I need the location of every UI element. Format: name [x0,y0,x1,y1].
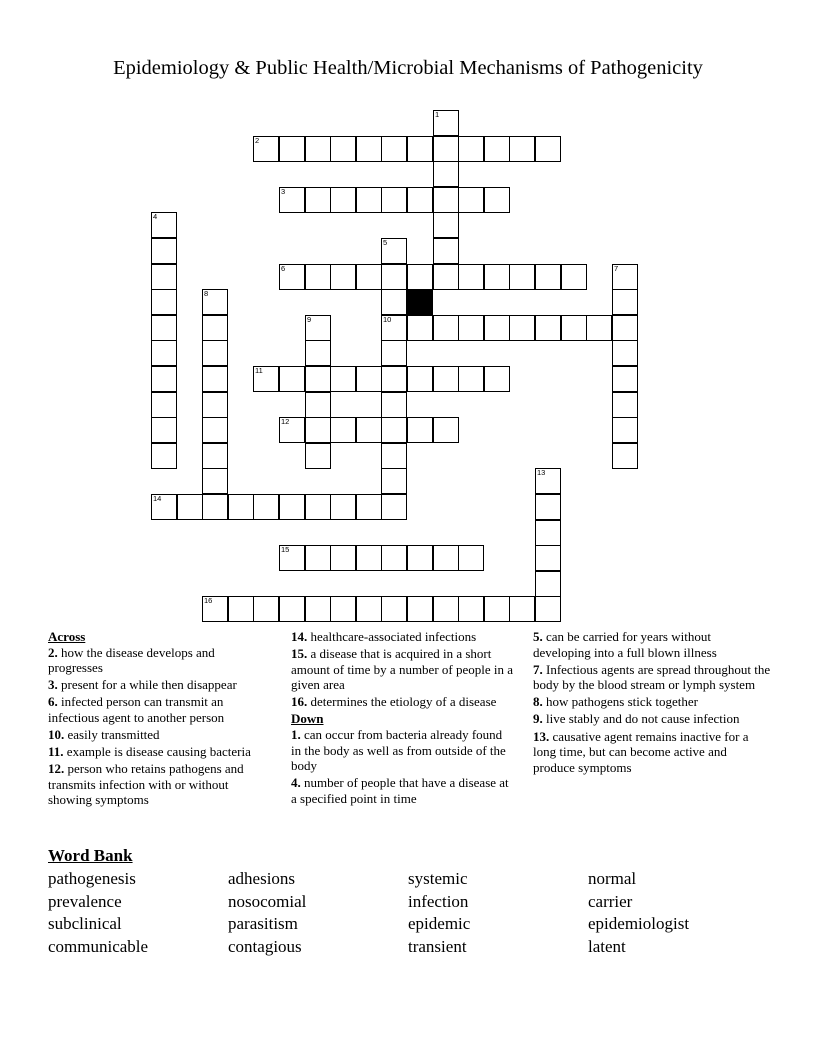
crossword-cell[interactable] [330,366,356,392]
page-title: Epidemiology & Public Health/Microbial Mechanisms of Pathogenicity [113,57,703,79]
crossword-cell[interactable] [381,443,407,469]
crossword-cell[interactable] [279,366,305,392]
crossword-cell[interactable] [612,366,638,392]
crossword-cell[interactable] [612,289,638,315]
word-bank-word: normal [588,869,637,888]
crossword-cell[interactable] [612,443,638,469]
word-bank-word: parasitism [228,914,298,934]
crossword-cell[interactable] [612,340,638,366]
crossword-cell[interactable] [509,264,535,290]
crossword-cell[interactable] [407,136,433,162]
crossword-cell[interactable] [151,340,177,366]
crossword-cell[interactable] [356,264,382,290]
word-bank-column-2 [228,868,306,959]
crossword-cell[interactable] [381,494,407,520]
crossword-cell[interactable] [381,238,407,264]
crossword-cell[interactable] [202,417,228,443]
crossword-cell[interactable] [177,494,203,520]
down-clue-8: 8. how pathogens stick together [533,694,698,710]
crossword-cell[interactable] [484,136,510,162]
crossword-cell[interactable] [484,596,510,622]
crossword-cell[interactable] [228,494,254,520]
crossword-cell[interactable] [381,596,407,622]
crossword-cell[interactable] [535,520,561,546]
crossword-cell[interactable] [433,366,459,392]
crossword-cell[interactable] [433,315,459,341]
crossword-cell[interactable] [305,366,331,392]
crossword-cell[interactable] [253,494,279,520]
crossword-cell[interactable] [433,110,459,136]
down-clue-7: 7. Infectious agents are spread throughout the body by the blood stream or lymph system [533,661,771,693]
crossword-cell[interactable] [305,136,331,162]
crossword-cell[interactable] [612,392,638,418]
across-clue-6: 6. infected person can transmit an infectious agent to another person [48,694,225,725]
crossword-cell[interactable] [151,366,177,392]
crossword-cell[interactable] [202,315,228,341]
crossword-cell[interactable] [279,417,305,443]
across-clue-12: 12. person who retains pathogens and transmits infection with or without showing symptoms [48,761,244,808]
crossword-cell[interactable] [202,340,228,366]
crossword-cell[interactable] [305,264,331,290]
clue-number: 15 [281,545,290,554]
crossword-cell[interactable] [433,596,459,622]
crossword-cell[interactable] [279,545,305,571]
crossword-cell[interactable] [151,392,177,418]
crossword-cell[interactable] [202,443,228,469]
crossword-cell[interactable] [279,596,305,622]
across-clue-11: 11. example is disease causing bacteria [48,744,251,760]
crossword-cell[interactable] [381,545,407,571]
crossword-cell[interactable] [407,596,433,622]
crossword-cell[interactable] [151,494,177,520]
clue-number: 2 [255,136,260,145]
crossword-cell[interactable] [202,289,228,315]
word-bank-word: infection [408,891,469,911]
crossword-cell[interactable] [433,212,459,238]
crossword-cell[interactable] [381,417,407,443]
crossword-cell[interactable] [458,366,484,392]
crossword-cell[interactable] [305,494,331,520]
crossword-cell[interactable] [381,136,407,162]
crossword-cell[interactable] [253,596,279,622]
word-bank-word: subclinical [48,914,122,934]
crossword-cell[interactable] [612,315,638,341]
crossword-cell[interactable] [433,264,459,290]
crossword-cell[interactable] [407,366,433,392]
crossword-cell[interactable] [151,238,177,264]
crossword-cell[interactable] [202,468,228,494]
crossword-cell[interactable] [330,494,356,520]
crossword-cell[interactable] [407,315,433,341]
crossword-cell[interactable] [535,136,561,162]
word-bank-column-1 [48,868,148,959]
crossword-cell[interactable] [433,187,459,213]
crossword-cell[interactable] [484,315,510,341]
crossword-cell[interactable] [484,187,510,213]
crossword-cell[interactable] [509,136,535,162]
crossword-cell[interactable] [535,315,561,341]
clue-number: 9 [307,315,312,324]
down-clue-1: 1. can occur from bacteria already found in the body as well as from outside of the body [291,727,506,774]
crossword-cell[interactable] [356,136,382,162]
crossword-cell[interactable] [305,545,331,571]
crossword-cell[interactable] [381,392,407,418]
word-bank-word: epidemiologist [588,914,690,934]
crossword-cell[interactable] [356,596,382,622]
crossword-cell[interactable] [381,289,407,315]
crossword-cell[interactable] [535,571,561,597]
crossword-cell[interactable] [381,468,407,494]
crossword-cell[interactable] [535,545,561,571]
crossword-cell[interactable] [509,596,535,622]
crossword-cell[interactable] [330,417,356,443]
crossword-cell[interactable] [407,187,433,213]
crossword-cell[interactable] [151,443,177,469]
word-bank-word: systemic [408,869,468,888]
crossword-cell[interactable] [151,315,177,341]
crossword-cell[interactable] [305,340,331,366]
crossword-cell[interactable] [535,264,561,290]
crossword-cell[interactable] [458,187,484,213]
down-heading: Down [291,711,324,727]
clue-number: 11 [255,366,263,375]
crossword-cell[interactable] [612,417,638,443]
crossword-cell[interactable] [381,340,407,366]
crossword-cell[interactable] [407,417,433,443]
clue-number: 13 [537,468,546,477]
clue-number: 14 [153,494,162,503]
clue-column-1 [48,629,263,810]
crossword-cell[interactable] [330,264,356,290]
across-clue-15: 15. a disease that is acquired in a short amount of time by a number of people in a given area [291,646,514,693]
crossword-cell[interactable] [509,315,535,341]
crossword-cell[interactable] [356,494,382,520]
crossword-cell[interactable] [330,596,356,622]
crossword-cell[interactable] [586,315,612,341]
word-bank-word: transient [408,937,467,957]
word-bank-title: Word Bank [48,846,133,865]
word-bank-word: prevalence [48,891,122,911]
down-clue-9: 9. live stably and do not cause infection [533,711,740,727]
crossword-cell[interactable] [279,264,305,290]
clue-number: 1 [435,110,440,119]
crossword-cell[interactable] [330,136,356,162]
clue-number: 6 [281,264,286,273]
clue-column-2 [291,629,515,808]
crossword-cell[interactable] [305,596,331,622]
clue-number: 10 [383,315,392,324]
word-bank-word: carrier [588,891,633,911]
crossword-cell[interactable] [433,161,459,187]
clue-number: 7 [614,264,619,273]
word-bank-word: pathogenesis [48,869,136,888]
crossword-cell[interactable] [535,468,561,494]
crossword-cell[interactable] [202,392,228,418]
word-bank-word: adhesions [228,869,296,888]
crossword-cell[interactable] [305,392,331,418]
crossword-cell[interactable] [484,366,510,392]
crossword-cell[interactable] [356,545,382,571]
down-clue-5: 5. can be carried for years without developing into a full blown illness [533,629,717,660]
clue-number: 12 [281,417,290,426]
crossword-cell[interactable] [433,545,459,571]
across-clue-14: 14. healthcare-associated infections [291,629,477,644]
down-clue-4: 4. number of people that have a disease at a specified point in time [291,775,509,806]
crossword-cell[interactable] [356,417,382,443]
crossword-cell[interactable] [253,366,279,392]
crossword-cell[interactable] [433,136,459,162]
crossword-cell[interactable] [202,494,228,520]
crossword-cell[interactable] [458,315,484,341]
crossword-cell[interactable] [228,596,254,622]
across-heading: Across [48,629,86,644]
across-clue-2: 2. how the disease develops and progresses [48,644,215,676]
crossword-cell[interactable] [330,187,356,213]
across-clue-3: 3. present for a while then disappear [48,677,237,693]
word-bank-word: nosocomial [228,891,307,911]
crossword-cell[interactable] [561,264,587,290]
crossword-cell[interactable] [330,545,356,571]
word-bank-word: latent [588,937,626,957]
crossword-cell[interactable] [202,596,228,622]
crossword-cell[interactable] [151,289,177,315]
crossword-cell[interactable] [484,264,510,290]
crossword-cell[interactable] [356,187,382,213]
word-bank-word: epidemic [408,914,471,934]
crossword-cell[interactable] [381,366,407,392]
word-bank-word: communicable [48,937,149,957]
clue-number: 5 [383,238,388,247]
down-clue-13: 13. causative agent remains inactive for a long time, but can become active and produce symptoms [533,728,749,775]
crossword-cell[interactable] [279,136,305,162]
crossword-cell[interactable] [305,417,331,443]
across-clue-16: 16. determines the etiology of a disease [291,694,497,710]
crossword-cell[interactable] [305,315,331,341]
crossword-black-cell [407,289,433,315]
crossword-cell[interactable] [433,238,459,264]
crossword-cell[interactable] [458,264,484,290]
crossword-cell[interactable] [407,264,433,290]
crossword-cell[interactable] [458,136,484,162]
crossword-cell[interactable] [151,212,177,238]
word-bank-word: contagious [228,937,302,957]
crossword-cell[interactable] [151,264,177,290]
crossword-cell[interactable] [356,366,382,392]
clue-number: 16 [204,596,213,605]
word-bank-column-3 [408,868,470,959]
crossword-cell[interactable] [202,366,228,392]
crossword-cell[interactable] [279,494,305,520]
across-clue-10: 10. easily transmitted [48,727,160,743]
crossword-cell[interactable] [458,596,484,622]
crossword-cell[interactable] [612,264,638,290]
clue-number: 3 [281,187,286,196]
crossword-cell[interactable] [561,315,587,341]
crossword-cell[interactable] [381,264,407,290]
clue-number: 8 [204,289,209,298]
crossword-cell[interactable] [381,315,407,341]
crossword-cell[interactable] [151,417,177,443]
clue-column-3 [533,629,771,777]
clue-number: 4 [153,212,158,221]
crossword-cell[interactable] [305,187,331,213]
crossword-cell[interactable] [305,443,331,469]
crossword-cell[interactable] [535,596,561,622]
crossword-cell[interactable] [535,494,561,520]
crossword-cell[interactable] [458,545,484,571]
crossword-cell[interactable] [381,187,407,213]
word-bank-column-4 [588,868,689,959]
crossword-cell[interactable] [279,187,305,213]
crossword-cell[interactable] [253,136,279,162]
crossword-cell[interactable] [407,545,433,571]
crossword-cell[interactable] [433,417,459,443]
